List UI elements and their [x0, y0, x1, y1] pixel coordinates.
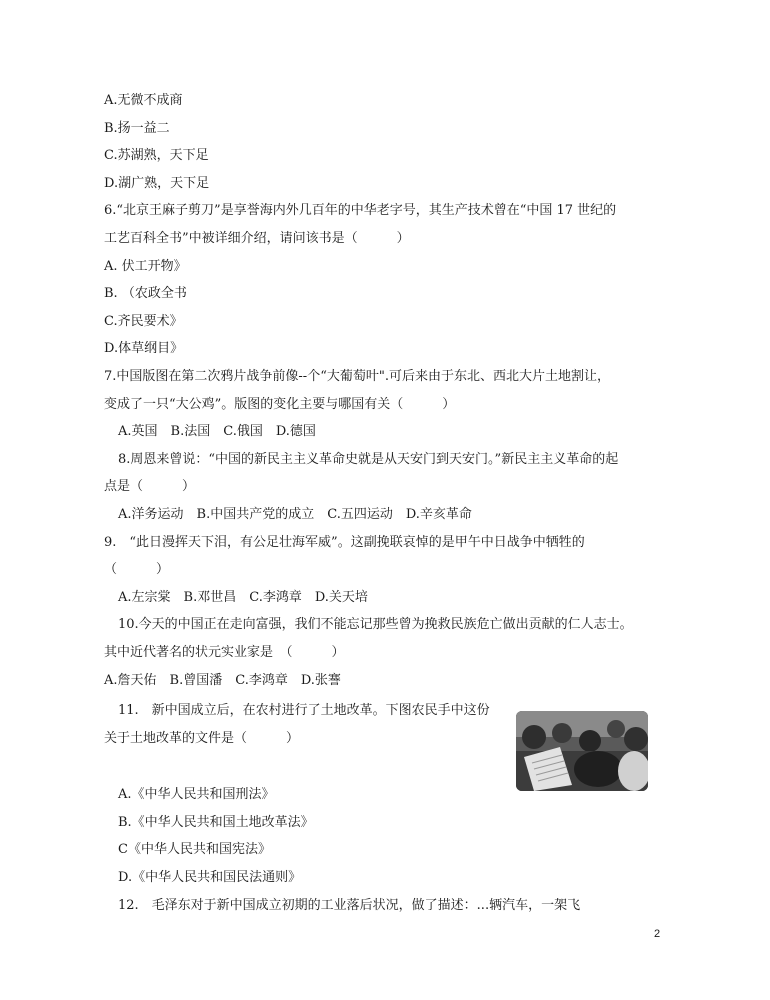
q8-options: A.洋务运动 B.中国共产党的成立 C.五四运动 D.辛亥革命 — [118, 507, 472, 522]
q6-option-a: A. 伏工开物》 — [104, 259, 187, 274]
q11-option-c: C《中华人民共和国宪法》 — [118, 842, 271, 857]
q5-option-a: A.无微不成商 — [104, 93, 183, 108]
q8-stem-line2: 点是（ ） — [104, 479, 196, 494]
q11-option-a: A.《中华人民共和国刑法》 — [118, 787, 275, 802]
q9-stem-line1: 9. “此日漫挥天下泪，有公足壮海军威”。这副挽联哀悼的是甲午中日战争中牺牲的 — [104, 535, 585, 550]
q10-options: A.詹天佑 B.曾国潘 C.李鸿章 D.张謇 — [104, 673, 341, 688]
q5-option-d: D.湖广熟，天下足 — [104, 176, 210, 191]
q7-stem-line1: 7.中国版图在第二次鸦片战争前像--个“大葡萄叶".可后来由于东北、西北大片土地割让， — [104, 369, 610, 384]
q10-stem-line2: 其中近代著名的状元实业家是 （ ） — [104, 645, 345, 660]
q9-stem-line2: （ ） — [104, 562, 170, 577]
q10-stem-line1: 10.今天的中国正在走向富强，我们不能忘记那些曾为挽救民族危亡做出贡献的仁人志士。 — [118, 617, 633, 632]
q7-stem-line2: 变成了一只“大公鸡”。版图的变化主要与哪国有关（ ） — [104, 397, 456, 412]
q9-options: A.左宗棠 B.邓世昌 C.李鸿章 D.关天培 — [118, 590, 368, 605]
q6-option-b: B. （农政全书 — [104, 286, 187, 301]
q6-option-d: D.体草纲目》 — [104, 341, 184, 356]
q11-option-d: D.《中华人民共和国民法通则》 — [118, 870, 302, 885]
page-number: 2 — [654, 928, 661, 940]
q7-options: A.英国 B.法国 C.俄国 D.德国 — [118, 424, 316, 439]
q11-stem-line1: 11. 新中国成立后，在农村进行了土地改革。下图农民手中这份 — [118, 703, 490, 718]
q11-option-b: B.《中华人民共和国土地改革法》 — [118, 815, 314, 830]
q6-option-c: C.齐民要术》 — [104, 314, 183, 329]
q8-stem-line1: 8.周恩来曾说：“中国的新民主主义革命史就是从天安门到天安门。”新民主主义革命的起 — [118, 452, 619, 467]
q5-option-c: C.苏湖熟，天下足 — [104, 148, 209, 163]
q11-stem-line2: 关于土地改革的文件是（ ） — [104, 731, 300, 746]
q6-stem-line1: 6.“北京王麻子剪刀”是享誉海内外几百年的中华老字号，其生产技术曾在“中国 17 世纪的 — [104, 203, 617, 218]
q5-option-b: B.扬一益二 — [104, 121, 170, 136]
q6-stem-line2: 工艺百科全书”中被详细介绍，请问该书是（ ） — [104, 231, 410, 246]
q12-stem-line1: 12. 毛泽东对于新中国成立初期的工业落后状况，做了描述：...辆汽车，一架飞 — [118, 898, 581, 913]
land-reform-photo — [516, 711, 648, 791]
